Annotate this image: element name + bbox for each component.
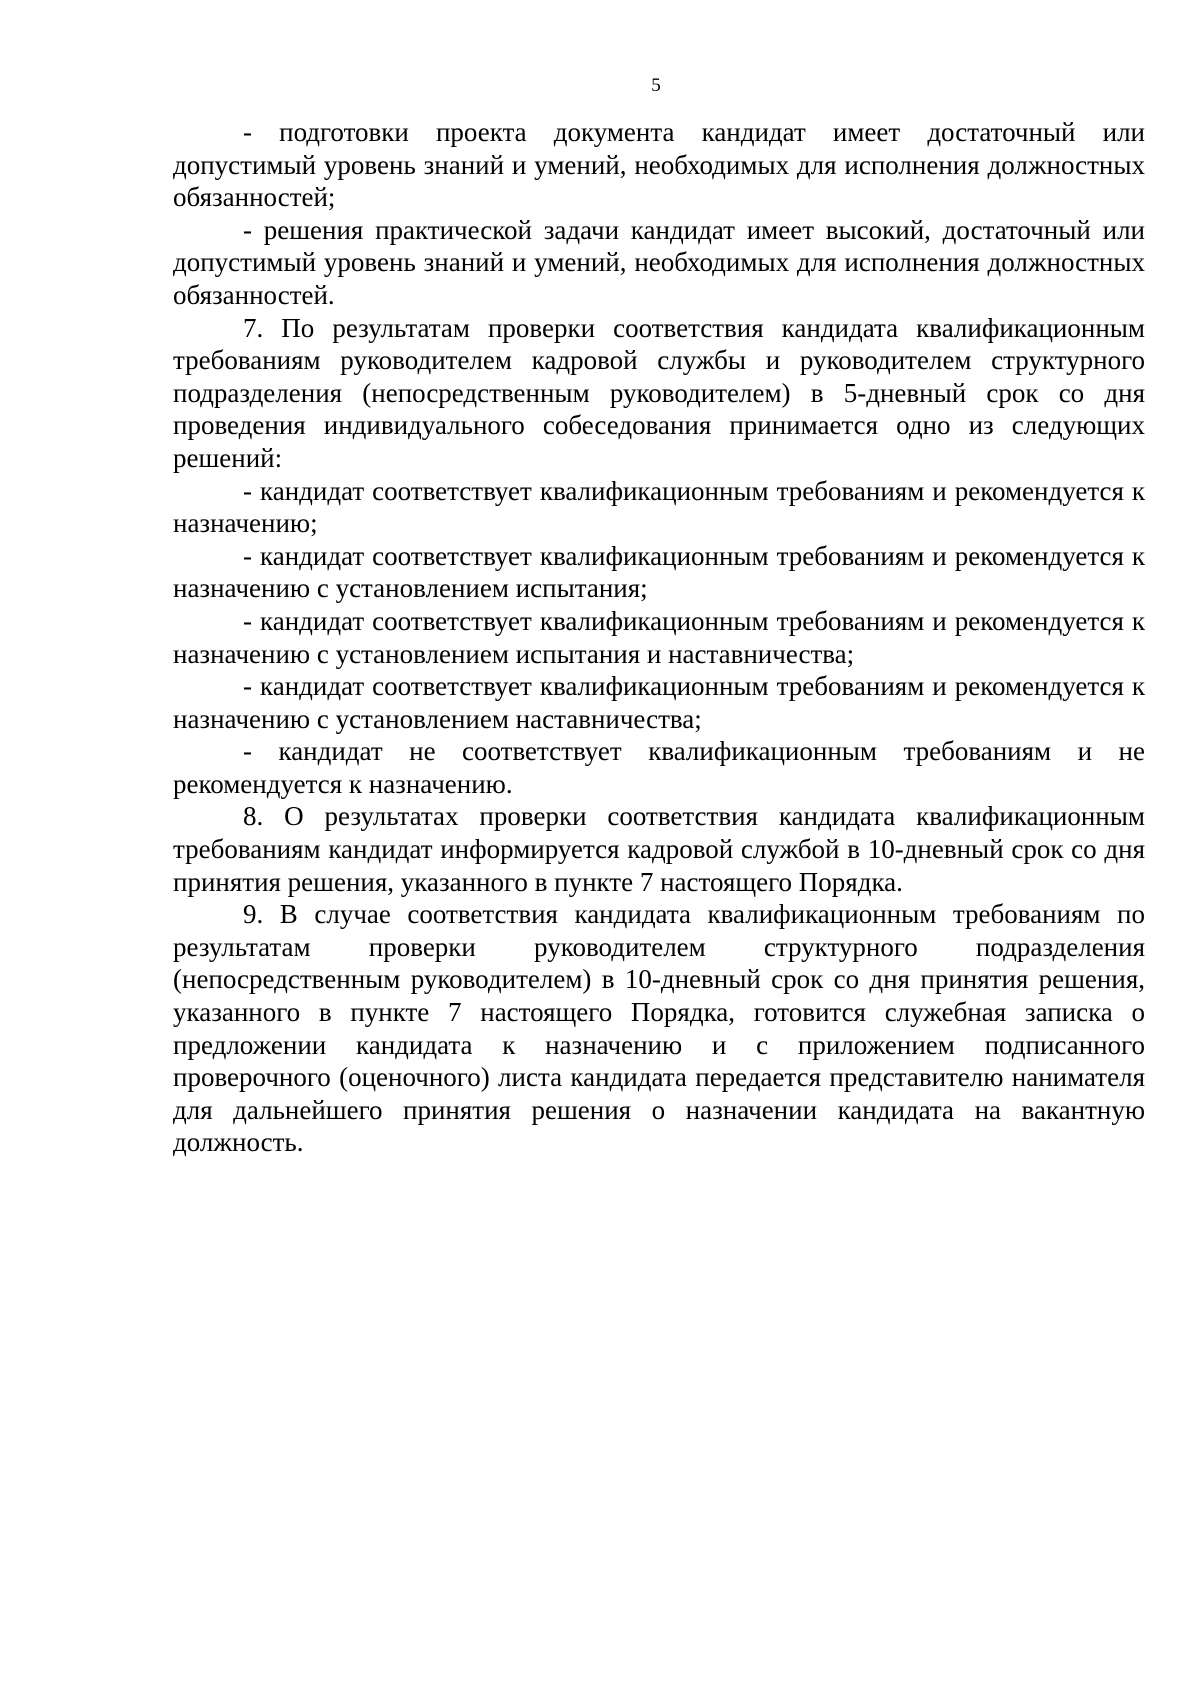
decision-option-5: - кандидат не соответствует квалификационным требованиям и не рекомендуется к назначению. <box>173 736 1145 799</box>
decision-option-1: - кандидат соответствует квалификационным требованиям и рекомендуется к назначению; <box>173 475 1145 539</box>
paragraph-practical-task: - решения практической задачи кандидат имеет высокий, достаточный или допустимый уровень знаний и умений, необходимых для исполнения должностных обязанностей. <box>173 214 1145 310</box>
decision-option-2: - кандидат соответствует квалификационным требованиям и рекомендуется к назначению с установлением испытания; <box>173 540 1145 604</box>
paragraph-project-document: - подготовки проекта документа кандидат имеет достаточный или допустимый уровень знаний и умений, необходимых для исполнения должностных обязанностей; <box>173 117 1145 213</box>
decision-option-4: - кандидат соответствует квалификационным требованиям и рекомендуется к назначению с установлением наставничества; <box>173 671 1145 734</box>
decision-option-3: - кандидат соответствует квалификационным требованиям и рекомендуется к назначению с установлением испытания и наставничества; <box>173 605 1145 669</box>
paragraph-item-8: 8. О результатах проверки соответствия кандидата квалификационным требованиям кандидат информируется кадровой службой в 10-дневный срок со дня принятия решения, указанного в пункте 7 настоящего Порядка. <box>173 801 1145 897</box>
page-number: 5 <box>651 75 661 96</box>
paragraph-item-9: 9. В случае соответствия кандидата квалификационным требованиям по результатам проверки руководителем структурного подразделения (непосредственным руководителем) в 10-дневный срок со дня принятия решения, указанного в пункте 7 настоящего Порядка, готовится служебная записка о предложении кандидата к назначению и с приложением подписанного проверочного (оценочного) листа кандидата передается представителю нанимателя для дальнейшего принятия решения о назначении кандидата на вакантную должность. <box>173 899 1145 1158</box>
paragraph-item-7: 7. По результатам проверки соответствия кандидата квалификационным требованиям руководителем кадровой службы и руководителем структурного подразделения (непосредственным руководителем) в 5-дневный срок со дня проведения индивидуального собеседования принимается одно из следующих решений: <box>173 312 1145 473</box>
document-body <box>173 116 1145 1159</box>
